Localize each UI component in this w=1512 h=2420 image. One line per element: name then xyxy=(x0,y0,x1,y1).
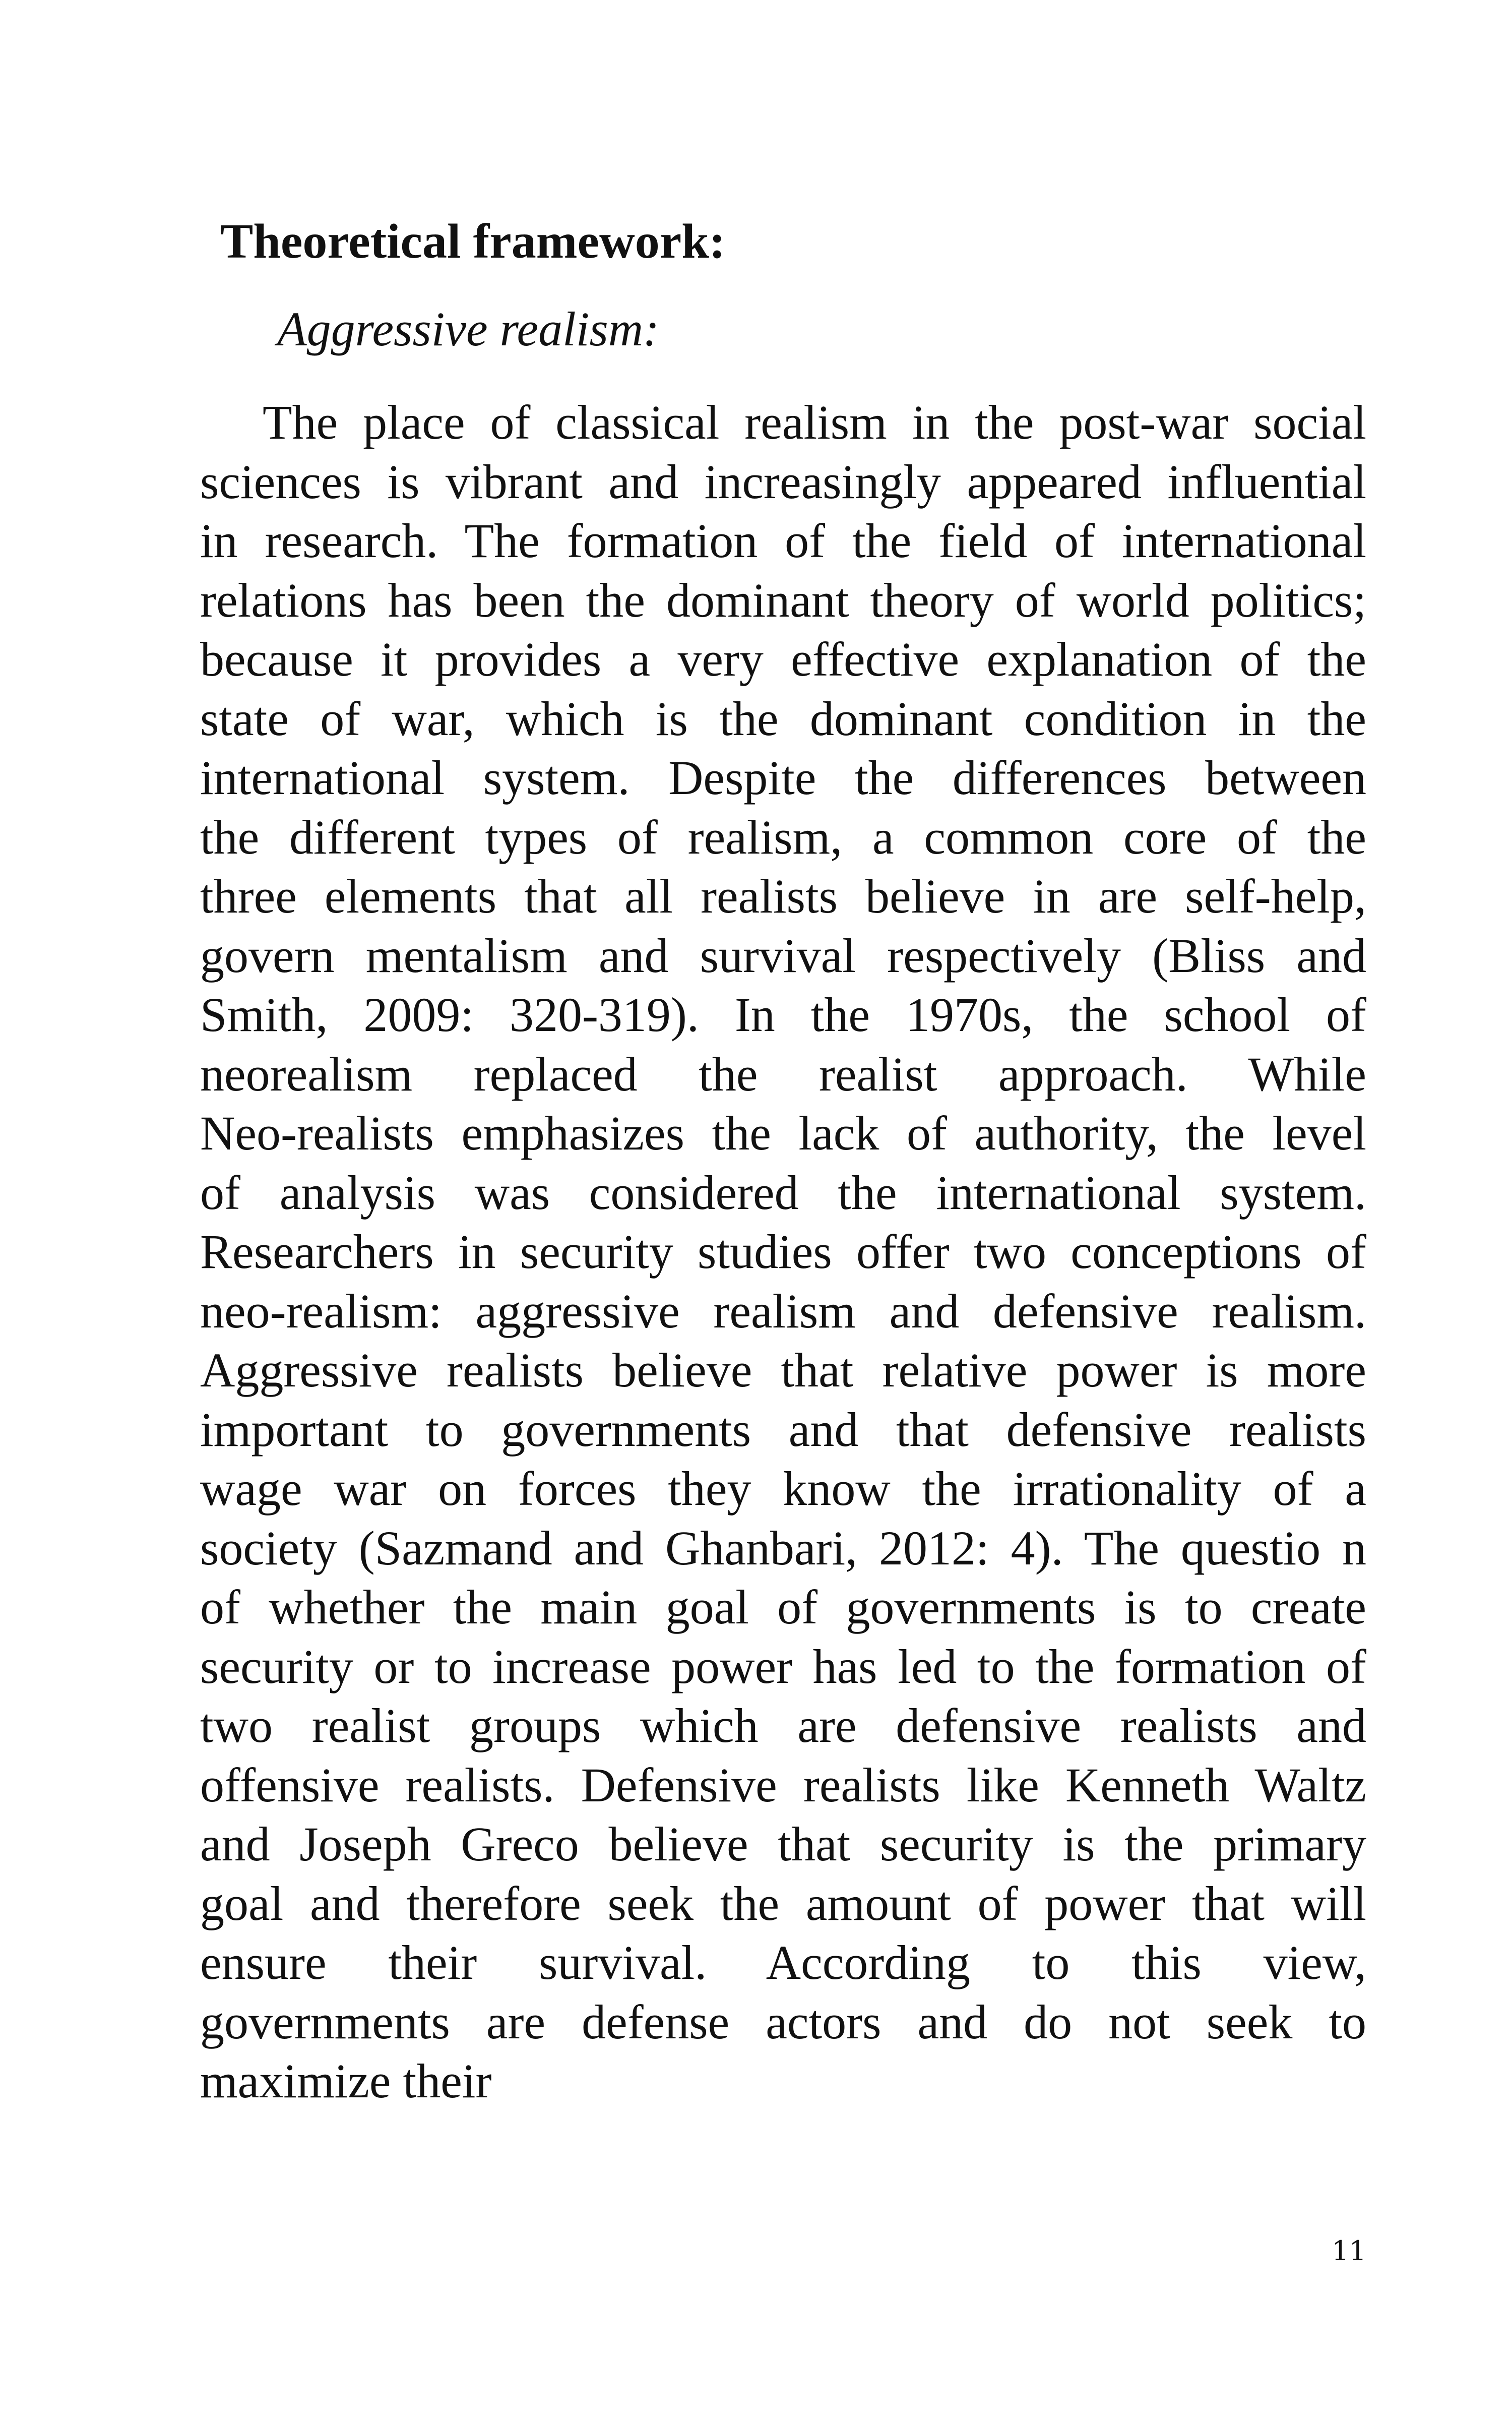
text-line: offensive realists. Defensive realists like Kenneth Waltz xyxy=(200,1758,1366,1812)
body-paragraph xyxy=(200,393,1366,2111)
text-line: goal and therefore seek the amount of power that will xyxy=(200,1876,1366,1930)
text-line: Neo-realists emphasizes the lack of authority, the level xyxy=(200,1106,1366,1160)
section-heading: Theoretical framework: xyxy=(220,214,726,269)
text-line: because it provides a very effective explanation of the xyxy=(200,632,1366,686)
text-line: wage war on forces they know the irrationality of a xyxy=(200,1462,1366,1516)
text-line: the different types of realism, a common core of the xyxy=(200,810,1366,864)
text-line: ensure their survival. According to this view, xyxy=(200,1935,1366,1989)
text-line: govern mentalism and survival respectively (Bliss and xyxy=(200,928,1366,983)
text-line: in research. The formation of the field of international xyxy=(200,514,1366,568)
text-line: sciences is vibrant and increasingly appeared influential xyxy=(200,454,1366,509)
text-line: Researchers in security studies offer two conceptions of xyxy=(200,1225,1366,1279)
subsection-heading: Aggressive realism: xyxy=(277,302,660,356)
text-line: security or to increase power has led to the formation of xyxy=(200,1639,1366,1693)
text-line: neorealism replaced the realist approach. While xyxy=(200,1047,1366,1101)
text-line: neo-realism: aggressive realism and defensive realism. xyxy=(200,1284,1366,1338)
text-line: of analysis was considered the international system. xyxy=(200,1165,1366,1220)
text-line: Aggressive realists believe that relative power is more xyxy=(200,1343,1366,1397)
text-line: state of war, which is the dominant condition in the xyxy=(200,691,1366,746)
page-number: 11 xyxy=(1332,2235,1366,2267)
text-line: two realist groups which are defensive realists and xyxy=(200,1699,1366,1752)
text-line: maximize their xyxy=(200,2054,492,2108)
text-line: The place of classical realism in the post-war social xyxy=(263,395,1366,449)
text-line: society (Sazmand and Ghanbari, 2012: 4). The questio n xyxy=(200,1521,1366,1575)
text-line: international system. Despite the differences between xyxy=(200,751,1366,805)
text-line: important to governments and that defensive realists xyxy=(200,1402,1366,1457)
text-line: three elements that all realists believe in are self-help, xyxy=(200,869,1366,923)
text-line: and Joseph Greco believe that security is the primary xyxy=(200,1817,1366,1871)
text-line: governments are defense actors and do not seek to xyxy=(200,1994,1366,2049)
text-line: Smith, 2009: 320-319). In the 1970s, the school of xyxy=(200,988,1366,1042)
text-line: relations has been the dominant theory of world politics; xyxy=(200,573,1366,627)
text-line: of whether the main goal of governments is to create xyxy=(200,1580,1366,1634)
